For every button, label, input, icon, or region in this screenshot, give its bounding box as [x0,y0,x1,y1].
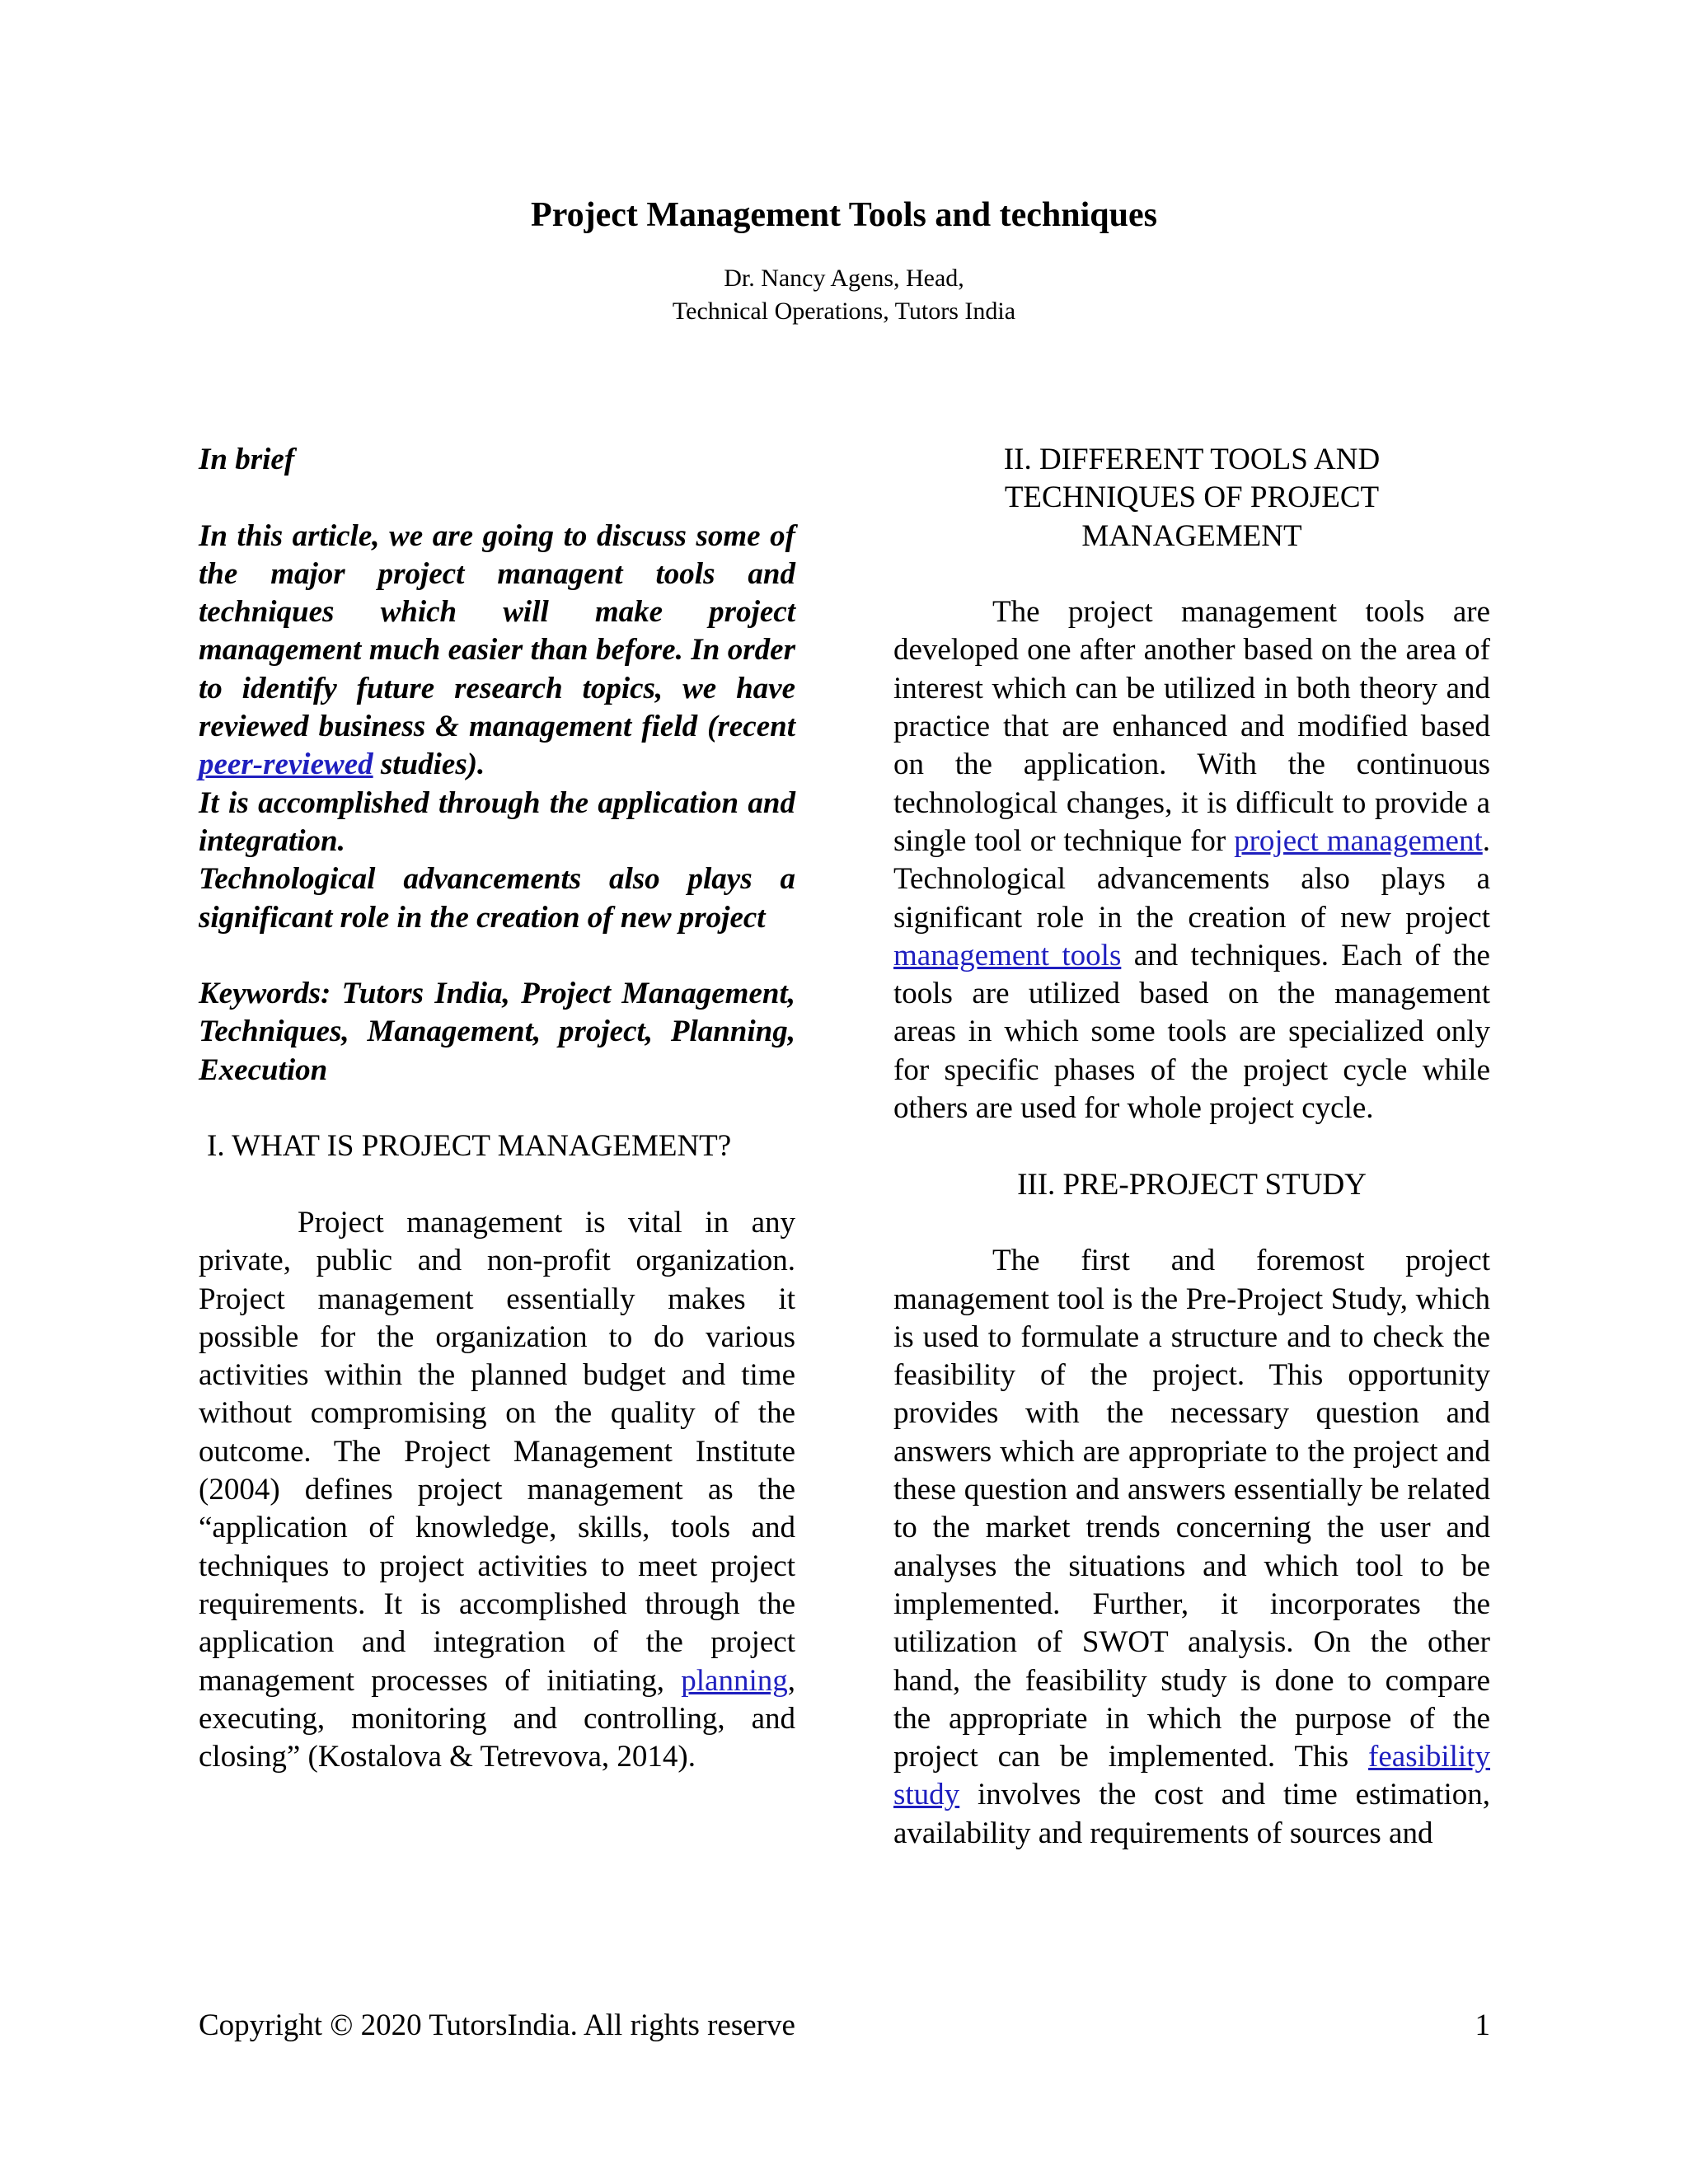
section-3-text: The first and foremost project management tool is the Pre-Project Study, which is used to formulate a structure and to check the feasibility of the project. This opportunity provides with the necessary question and answers which are appropriate to the project and these question and answers essentially be related to the market trends concerning the user and analyses the situations and which tool to be implemented. Further, it incorporates the utilization of SWOT analysis. On the other hand, the feasibility study is done to compare the appropriate in which the purpose of the project can be implemented. This [893,1244,1490,1774]
section-3-text-end: involves the cost and time estimation, availability and requirements of sources and [893,1778,1490,1850]
section-2-text: The project management tools are developed one after another based on the area of interest which can be utilized in both theory and practice that are enhanced and modified based on the application. With the continuous technological changes, it is difficult to provide a single tool or technique for [893,595,1490,858]
feasibility-study-link[interactable]: feasibility study [893,1740,1490,1812]
author-name: Dr. Nancy Agens, Head, [724,265,964,292]
section-2-paragraph [893,593,1490,1127]
project-management-link[interactable]: project management [1234,823,1483,858]
brief-line-2: It is accomplished through the application and integration. [199,785,795,858]
author-block [0,262,1688,328]
section-2-heading [893,441,1490,555]
page-number: 1 [1475,2008,1490,2042]
brief-paragraph [199,518,795,785]
section-3-paragraph [893,1242,1490,1853]
section-3-heading: III. PRE-PROJECT STUDY [1017,1167,1367,1202]
right-column [893,441,1490,1853]
section-2-text-mid: . Technological advancements also plays a significant role in the creation of new project [893,823,1490,935]
brief-text: In this article, we are going to discuss some of the major project managent tools and techniques which will make project management much easier than before. In order to identify future research topics, we have reviewed business & management field (recent [199,518,795,744]
section-2-text-end: and techniques. Each of the tools are utilized based on the management areas in which some tools are specialized only for specific phases of the project cycle while others are used for whole project cycle. [893,938,1490,1126]
section-1-text: Project management is vital in any private, public and non-profit organization. Project management essentially makes it possible for the organization to do various activities within the planned budget and time without compromising on the quality of the outcome. The Project Management Institute (2004) defines project management as the “application of knowledge, skills, tools and techniques to project activities to meet project requirements. It is accomplished through the application and integration of the project management processes of initiating, [199,1205,795,1698]
brief-line-3: Technological advancements also plays a significant role in the creation of new project [199,862,795,935]
keywords: Keywords: Tutors India, Project Management, Techniques, Management, project, Planning, Execution [199,977,795,1087]
section-2-heading-line: TECHNIQUES OF PROJECT [1004,480,1380,515]
peer-reviewed-link[interactable]: peer-reviewed [199,748,373,782]
planning-link[interactable]: planning [681,1663,788,1698]
section-2-heading-line: II. DIFFERENT TOOLS AND [1003,443,1381,476]
left-column [199,441,795,1776]
brief-text-end: studies). [373,748,485,782]
section-1-text-end: , executing, monitoring and controlling, and closing” (Kostalova & Tetrevova, 2014). [199,1663,795,1774]
author-affiliation: Technical Operations, Tutors India [672,298,1016,325]
section-1-heading: I. WHAT IS PROJECT MANAGEMENT? [207,1129,732,1164]
management-tools-link[interactable]: management tools [893,938,1122,972]
copyright: Copyright © 2020 TutorsIndia. All rights reserve [199,2008,795,2042]
section-2-heading-line: MANAGEMENT [1081,518,1302,553]
paper-title: Project Management Tools and techniques [531,196,1157,234]
section-1-paragraph [199,1204,795,1776]
brief-title: In brief [199,443,295,476]
